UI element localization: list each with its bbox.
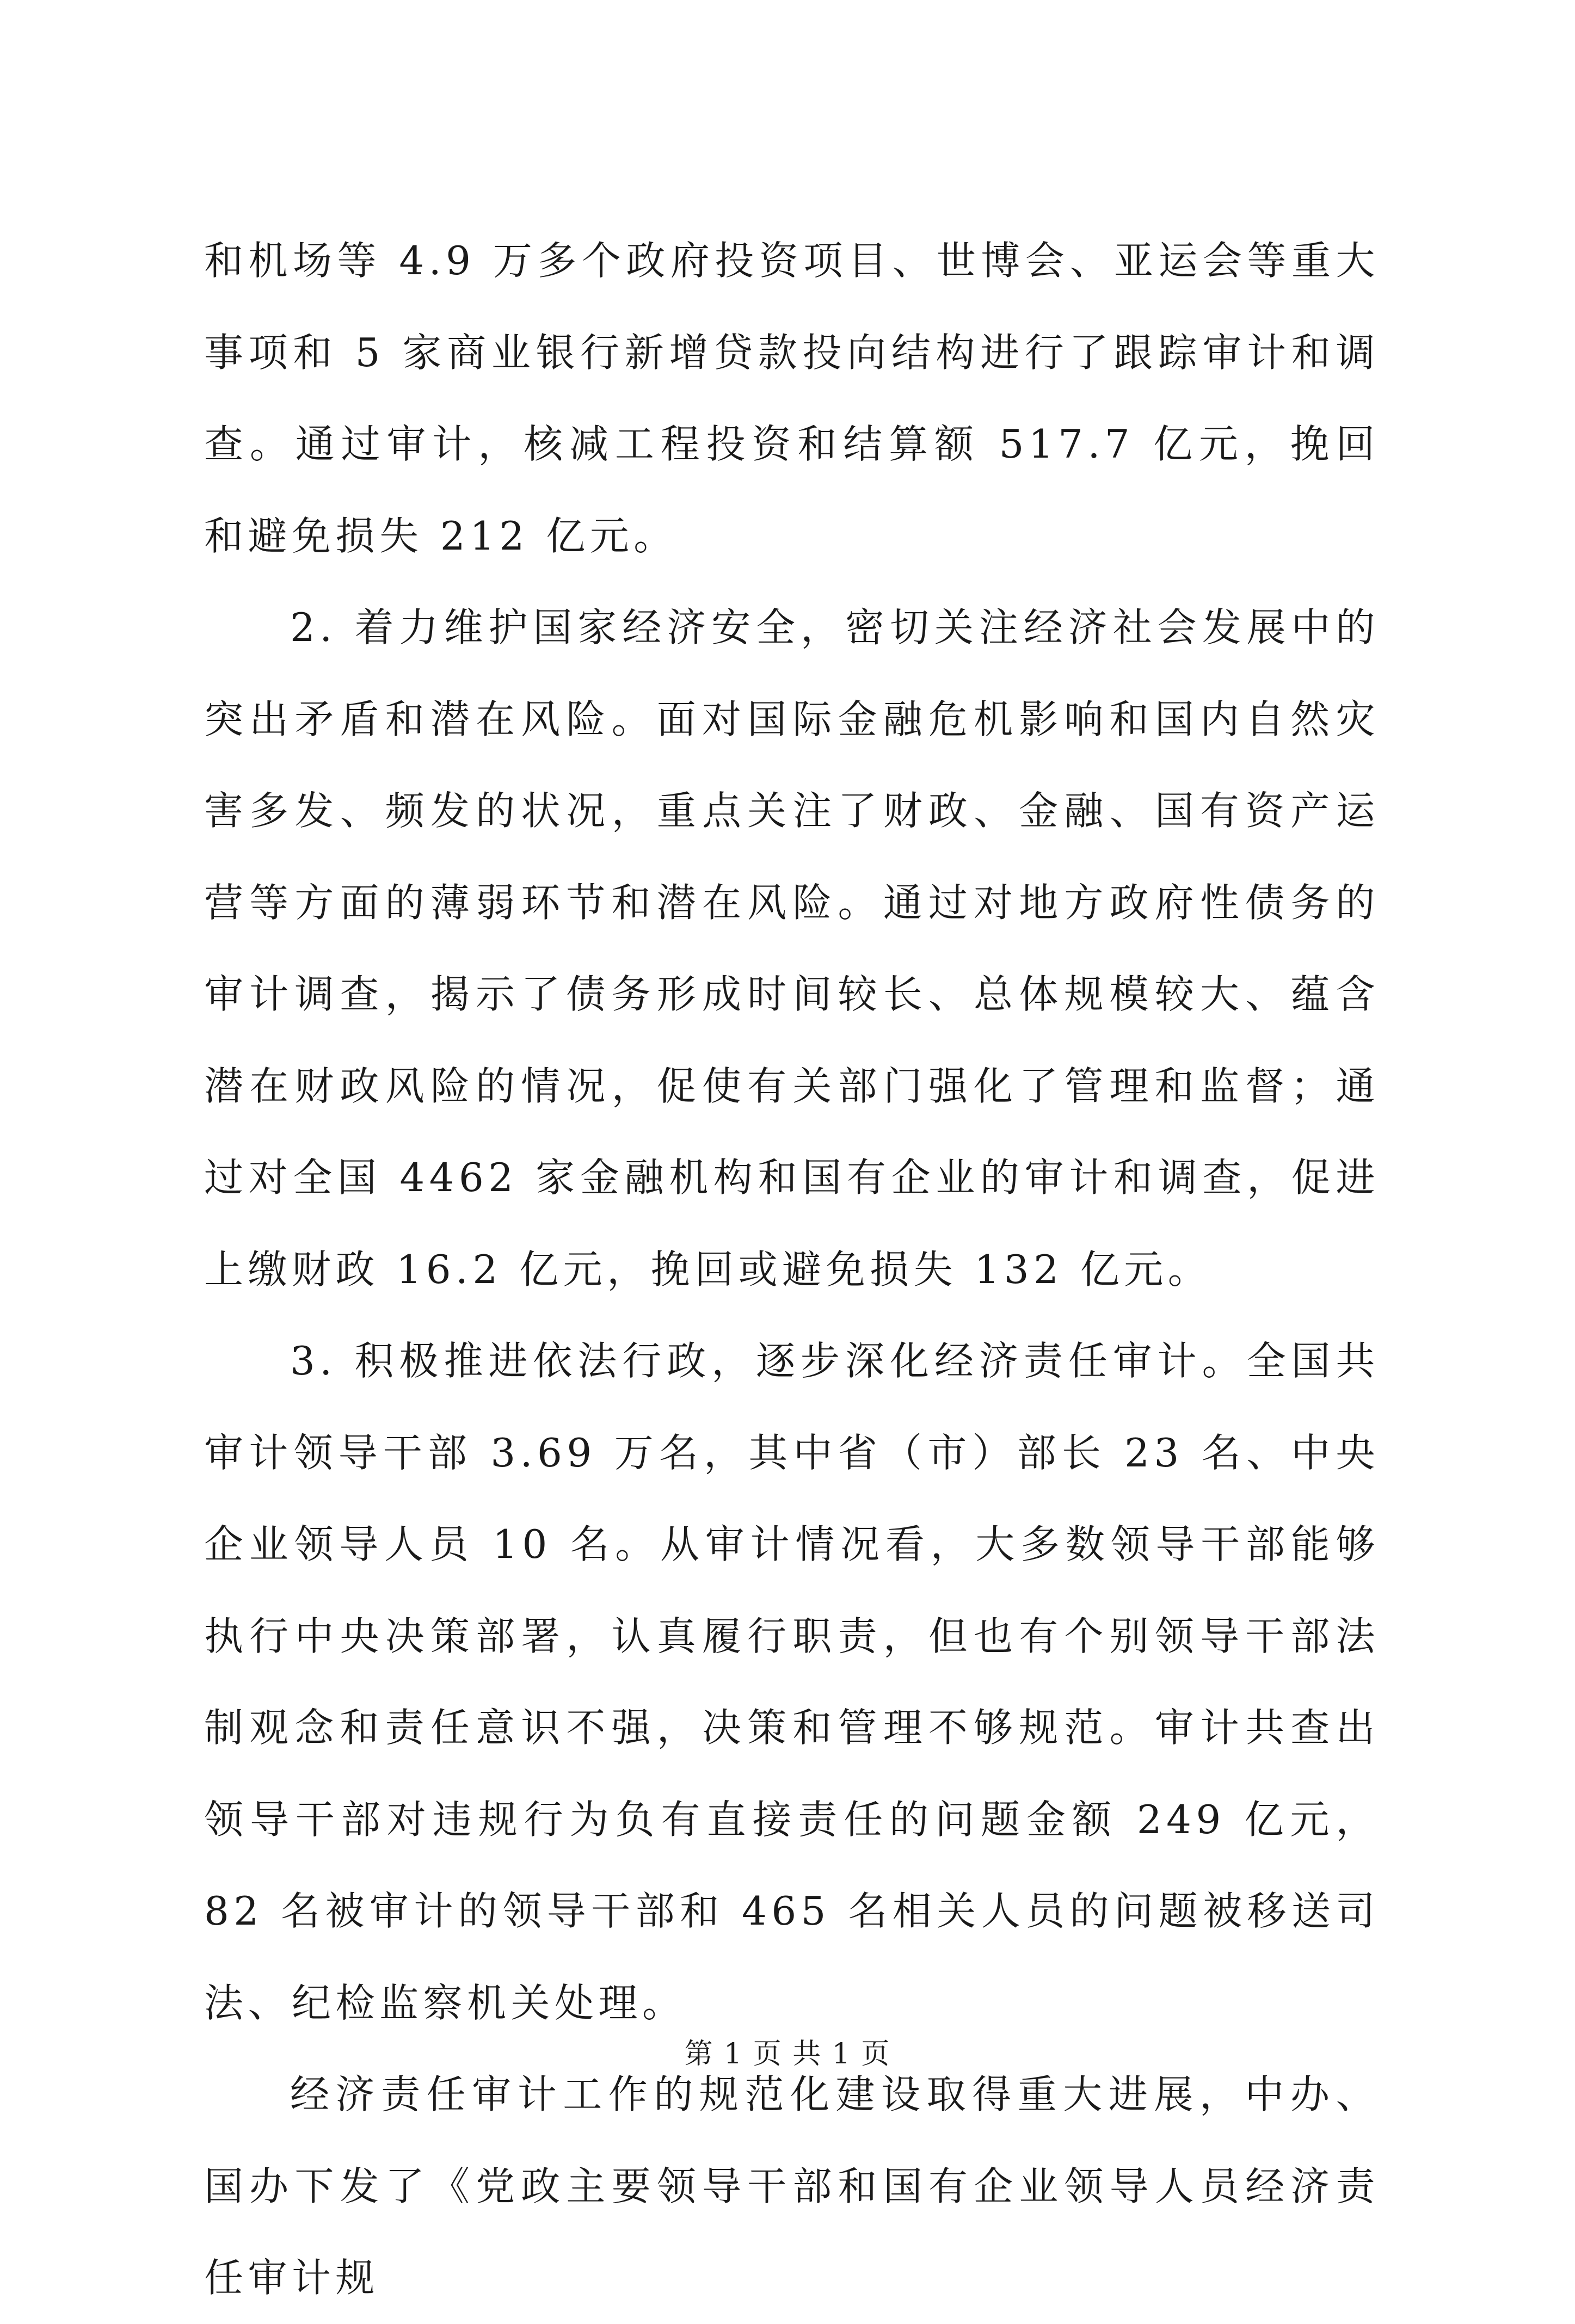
paragraph-2: 2. 着力维护国家经济安全，密切关注经济社会发展中的突出矛盾和潜在风险。面对国际金融危机影响和国内自然灾害多发、频发的状况，重点关注了财政、金融、国有资产运营等方面的薄弱环节和潜在风险。通过对地方政府性债务的审计调查，揭示了债务形成时间较长、总体规模较大、蕴含潜在财政风险的情况，促使有关部门强化了管理和监督；通过对全国 4462 家金融机构和国有企业的审计和调查，促进上缴财政 16.2 亿元，挽回或避免损失 132 亿元。 bbox=[204, 605, 1380, 1292]
paragraph-1: 和机场等 4.9 万多个政府投资项目、世博会、亚运会等重大事项和 5 家商业银行新增贷款投向结构进行了跟踪审计和调查。通过审计，核减工程投资和结算额 517.7 亿元，挽回和避免损失 212 亿元。 bbox=[204, 238, 1380, 559]
paragraph-4: 经济责任审计工作的规范化建设取得重大进展，中办、国办下发了《党政主要领导干部和国有企业领导人员经济责任审计规 bbox=[204, 2072, 1380, 2301]
document-body bbox=[204, 215, 1380, 2324]
page-footer: 第 1 页 共 1 页 bbox=[684, 2038, 891, 2070]
paragraph-3: 3. 积极推进依法行政，逐步深化经济责任审计。全国共审计领导干部 3.69 万名，其中省（市）部长 23 名、中央企业领导人员 10 名。从审计情况看，大多数领导干部能够执行中央决策部署，认真履行职责，但也有个别领导干部法制观念和责任意识不强，决策和管理不够规范。审计共查出领导干部对违规行为负有直接责任的问题金额 249 亿元，82 名被审计的领导干部和 465 名相关人员的问题被移送司法、纪检监察机关处理。 bbox=[204, 1338, 1380, 2026]
